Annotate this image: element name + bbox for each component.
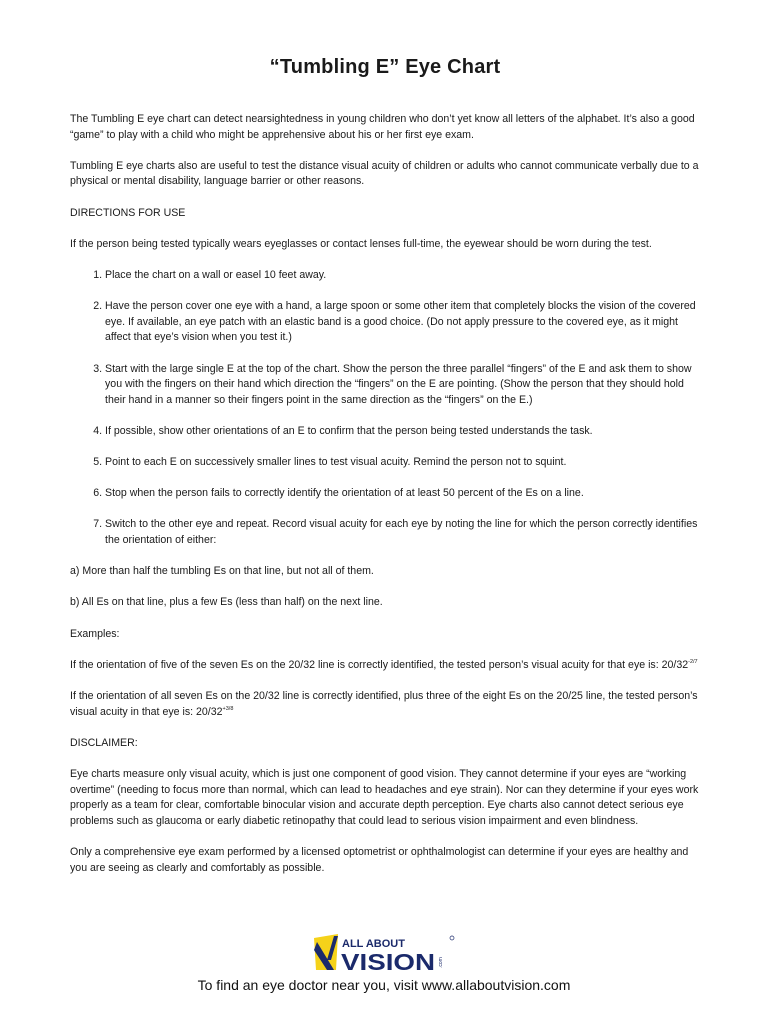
disclaimer-paragraph-2: Only a comprehensive eye exam performed by a licensed optometrist or ophthalmologist can determine if your eyes are healthy and you are seeing as clearly and comfortably as possible. bbox=[70, 845, 689, 874]
directions-list bbox=[70, 268, 700, 549]
logo-suffix: .com bbox=[438, 957, 444, 968]
example-1 bbox=[70, 658, 700, 674]
eyewear-note: If the person being tested typically wears eyeglasses or contact lenses full-time, the eyewear should be worn during the test. bbox=[70, 237, 652, 250]
logo-line-2: VISION bbox=[341, 949, 435, 974]
sub-item-a: a) More than half the tumbling Es on that line, but not all of them. bbox=[70, 565, 374, 578]
document-body bbox=[70, 112, 700, 892]
direction-step-3: 3. Start with the large single E at the top of the chart. Show the person the three parallel “fingers” of the E and ask them to show you with the fingers on their hand which direction the “fingers” on the E are pointing. (Show the person that they should hold their hand in a manner so their fingers point in the same direction as the “fingers” on the E.) bbox=[105, 362, 700, 409]
direction-step-1: 1. Place the chart on a wall or easel 10 feet away. bbox=[105, 268, 700, 284]
logo-line-1: ALL ABOUT bbox=[342, 938, 405, 950]
logo-graphic bbox=[314, 930, 456, 974]
directions-heading: DIRECTIONS FOR USE bbox=[70, 206, 186, 219]
direction-step-2: 2. Have the person cover one eye with a hand, a large spoon or some other item that completely blocks the vision of the covered eye. If available, an eye patch with an elastic band is a good choice. (Do not apply pressure to the covered eye, as it might affect that eye’s vision when you test it.) bbox=[105, 299, 700, 346]
page-title: “Tumbling E” Eye Chart bbox=[269, 56, 501, 78]
examples-heading: Examples: bbox=[70, 627, 120, 640]
example-2 bbox=[70, 689, 700, 720]
disclaimer-paragraph-1: Eye charts measure only visual acuity, which is just one component of good vision. They cannot determine if your eyes are “working overtime” (needing to focus more than normal, which can lead to headaches and eye strain). Nor can they determine if your eyes work properly as a team for clear, comfortable binocular vision and accurate depth perception. Eye charts also cannot detect serious eye problems such as glaucoma or early diabetic retinopathy that could lead to serious vision impairment and even blindness. bbox=[70, 767, 699, 827]
sub-item-b: b) All Es on that line, plus a few Es (less than half) on the next line. bbox=[70, 596, 383, 609]
eye-logo-icon bbox=[314, 934, 338, 970]
example-2-superscript: +3/8 bbox=[222, 705, 234, 712]
example-2-text: If the orientation of all seven Es on the 20/32 line is correctly identified, plus three of the eight Es on the 20/25 line, the tested person’s visual acuity in that eye is: 20/32 bbox=[70, 689, 698, 718]
all-about-vision-logo[interactable] bbox=[314, 930, 456, 974]
registered-mark-icon bbox=[450, 936, 454, 940]
direction-step-7: 7. Switch to the other eye and repeat. Record visual acuity for each eye by noting the line for which the person correctly identifies the orientation of either: bbox=[105, 517, 700, 548]
example-1-superscript: -2/7 bbox=[688, 658, 698, 665]
footer-text: To find an eye doctor near you, visit www.allaboutvision.com bbox=[197, 977, 571, 993]
disclaimer-heading: DISCLAIMER: bbox=[70, 736, 138, 749]
direction-step-5: 5. Point to each E on successively smaller lines to test visual acuity. Remind the person not to squint. bbox=[105, 455, 700, 471]
direction-step-6: 6. Stop when the person fails to correctly identify the orientation of at least 50 percent of the Es on a line. bbox=[105, 486, 700, 502]
intro-paragraph-2: Tumbling E eye charts also are useful to test the distance visual acuity of children or adults who cannot communicate verbally due to a physical or mental disability, language barrier or other reasons. bbox=[70, 159, 699, 188]
intro-paragraph-1: The Tumbling E eye chart can detect nearsightedness in young children who don’t yet know all letters of the alphabet. It’s also a good “game” to play with a child who might be apprehensive about his or her first eye exam. bbox=[70, 113, 695, 141]
example-1-text: If the orientation of five of the seven Es on the 20/32 line is correctly identified, the tested person’s visual acuity for that eye is: 20/32 bbox=[70, 658, 689, 671]
direction-step-4: 4. If possible, show other orientations of an E to confirm that the person being tested understands the task. bbox=[105, 424, 700, 440]
